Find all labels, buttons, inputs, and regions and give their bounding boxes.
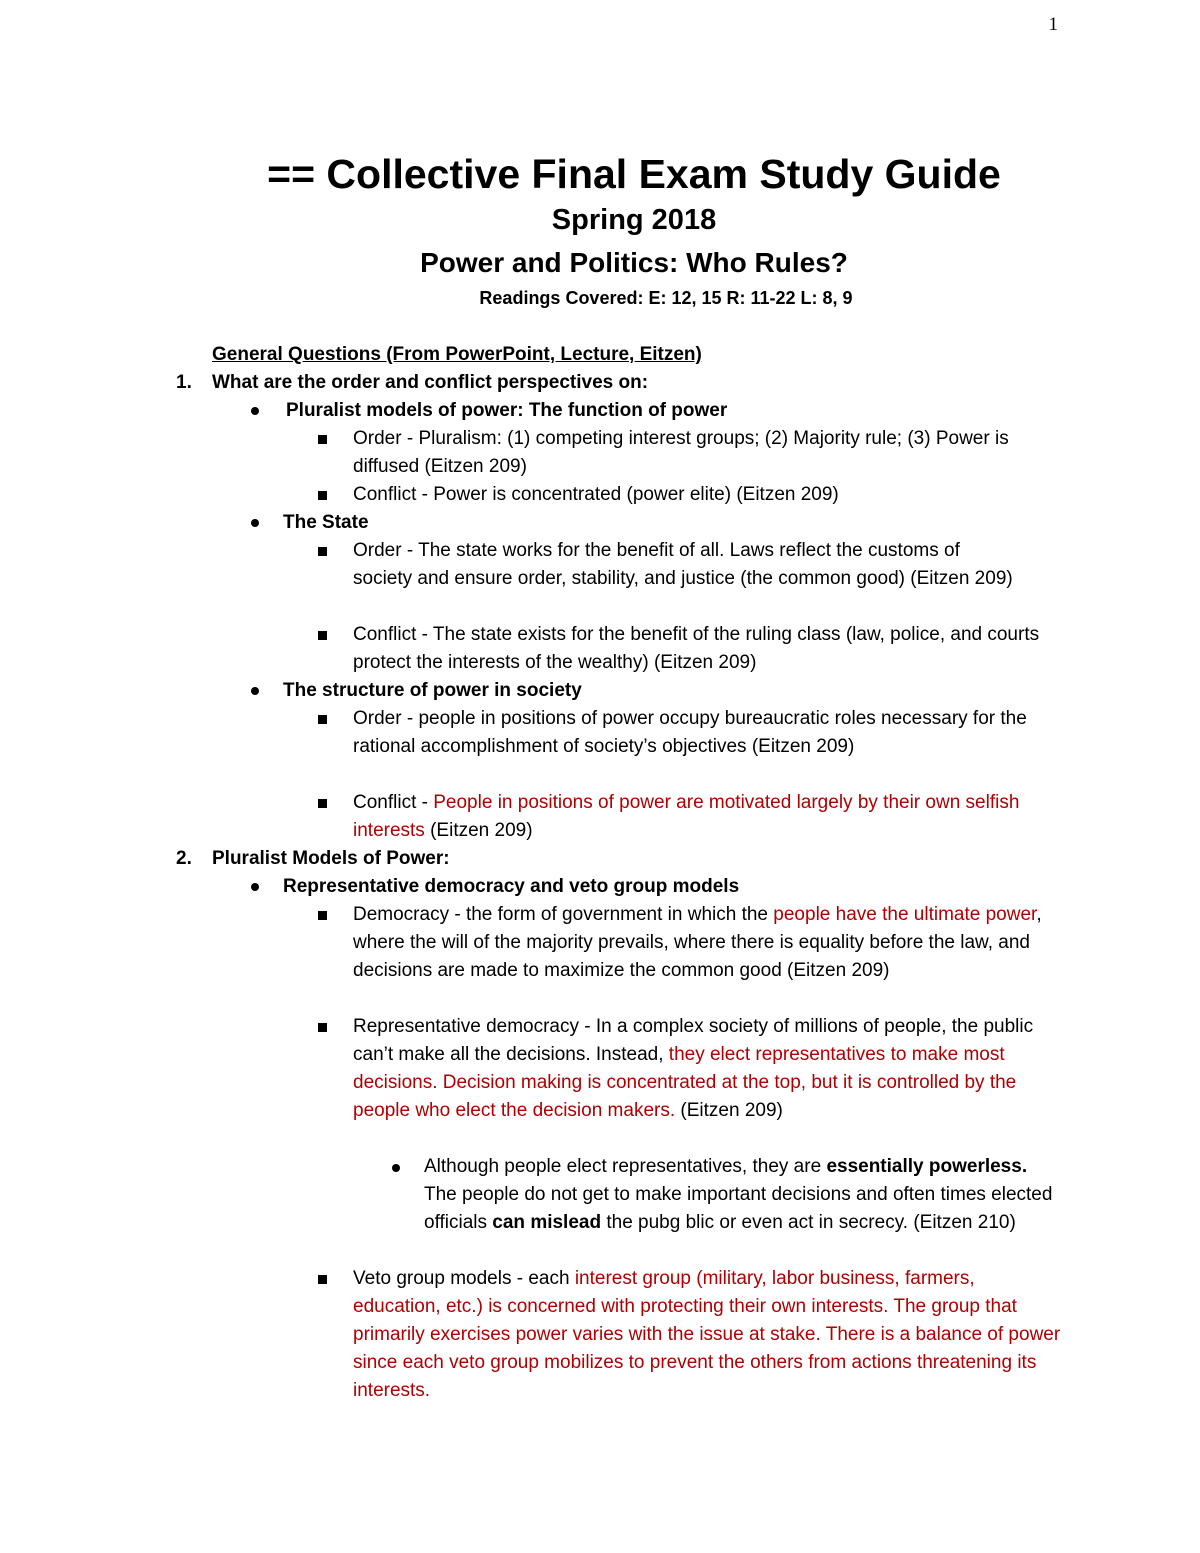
square-bullet-icon bbox=[318, 799, 327, 808]
bullet-icon bbox=[251, 687, 259, 695]
list-item bbox=[353, 1013, 1053, 1125]
bullet-label: Pluralist models of power: The function of power bbox=[286, 400, 728, 421]
question-text: What are the order and conflict perspectives on: bbox=[212, 372, 649, 393]
list-item: Conflict - The state exists for the benefit of the ruling class (law, police, and courts protect the interests of the wealthy) (Eitzen 209) bbox=[353, 624, 1040, 673]
bullet-label: Representative democracy and veto group models bbox=[283, 876, 740, 897]
emphasis-text: can mislead bbox=[492, 1212, 602, 1233]
bullet-icon bbox=[251, 883, 259, 891]
bullet-icon bbox=[251, 407, 259, 415]
section-heading: General Questions (From PowerPoint, Lecture, Eitzen) bbox=[212, 344, 702, 365]
square-bullet-icon bbox=[318, 715, 327, 724]
highlighted-text: people have the ultimate power bbox=[773, 904, 1037, 925]
square-bullet-icon bbox=[318, 547, 327, 556]
list-item bbox=[353, 789, 1063, 845]
term-subtitle: Spring 2018 bbox=[551, 204, 717, 236]
course-subtitle: Power and Politics: Who Rules? bbox=[420, 247, 848, 278]
square-bullet-icon bbox=[318, 1275, 327, 1284]
square-bullet-icon bbox=[318, 631, 327, 640]
bullet-icon bbox=[392, 1164, 400, 1172]
bullet-label: The structure of power in society bbox=[283, 680, 582, 701]
list-item: Order - The state works for the benefit of all. Laws reflect the customs of society and ensure order, stability, and justice (the common good) (Eitzen 209) bbox=[353, 540, 1013, 589]
question-number: 1. bbox=[176, 372, 192, 393]
list-item bbox=[353, 1265, 1065, 1405]
question-text: Pluralist Models of Power: bbox=[212, 848, 450, 869]
highlighted-text: they elect representatives to make most decisions. Decision making is concentrated at the top, but it is controlled by the people who elect the decision makers. bbox=[353, 1044, 1017, 1121]
list-item: Conflict - Power is concentrated (power elite) (Eitzen 209) bbox=[353, 484, 839, 505]
text-run: the pubg blic or even act in secrecy. (Eitzen 210) bbox=[601, 1212, 1016, 1233]
text-run: Veto group models - each bbox=[353, 1268, 575, 1289]
text-run: (Eitzen 209) bbox=[675, 1100, 783, 1121]
text-run: Although people elect representatives, they are bbox=[424, 1156, 827, 1177]
square-bullet-icon bbox=[318, 491, 327, 500]
list-item bbox=[353, 901, 1065, 985]
square-bullet-icon bbox=[318, 1023, 327, 1032]
list-item: Order - people in positions of power occupy bureaucratic roles necessary for the rational accomplishment of society’s objectives (Eitzen 209) bbox=[353, 708, 1027, 757]
text-run: Democracy - the form of government in which the bbox=[353, 904, 774, 925]
square-bullet-icon bbox=[318, 435, 327, 444]
bullet-label: The State bbox=[283, 512, 369, 533]
page-title: == Collective Final Exam Study Guide bbox=[267, 151, 1001, 197]
emphasis-text: essentially powerless. bbox=[826, 1156, 1028, 1177]
square-bullet-icon bbox=[318, 911, 327, 920]
bullet-icon bbox=[251, 519, 259, 527]
readings-covered: Readings Covered: E: 12, 15 R: 11-22 L: 8, 9 bbox=[479, 288, 853, 308]
list-item bbox=[424, 1153, 1064, 1237]
page-number: 1 bbox=[1048, 14, 1058, 35]
highlighted-text: People in positions of power are motivated largely by their own selfish interests bbox=[353, 792, 1020, 841]
highlighted-text: interest group (military, labor business, farmers, education, etc.) is concerned with protecting their own interests. The group that primarily exercises power varies with the issue at stake. There is a balance of power since each veto group mobilizes to prevent the others from actions threatening its interests. bbox=[353, 1268, 1061, 1401]
list-item: Order - Pluralism: (1) competing interest groups; (2) Majority rule; (3) Power is diffused (Eitzen 209) bbox=[353, 428, 1009, 477]
text-run: , where the will of the majority prevails, where there is equality before the law, and decisions are made to maximize the common good (Eitzen 209) bbox=[353, 904, 1042, 981]
text-run: Conflict - bbox=[353, 792, 434, 813]
text-run: The people do not get to make important decisions and often times elected officials bbox=[424, 1184, 1053, 1233]
text-run: (Eitzen 209) bbox=[424, 820, 533, 841]
text-run: Representative democracy - In a complex society of millions of people, the public can’t make all the decisions. Instead, bbox=[353, 1016, 1034, 1065]
question-number: 2. bbox=[176, 848, 192, 869]
